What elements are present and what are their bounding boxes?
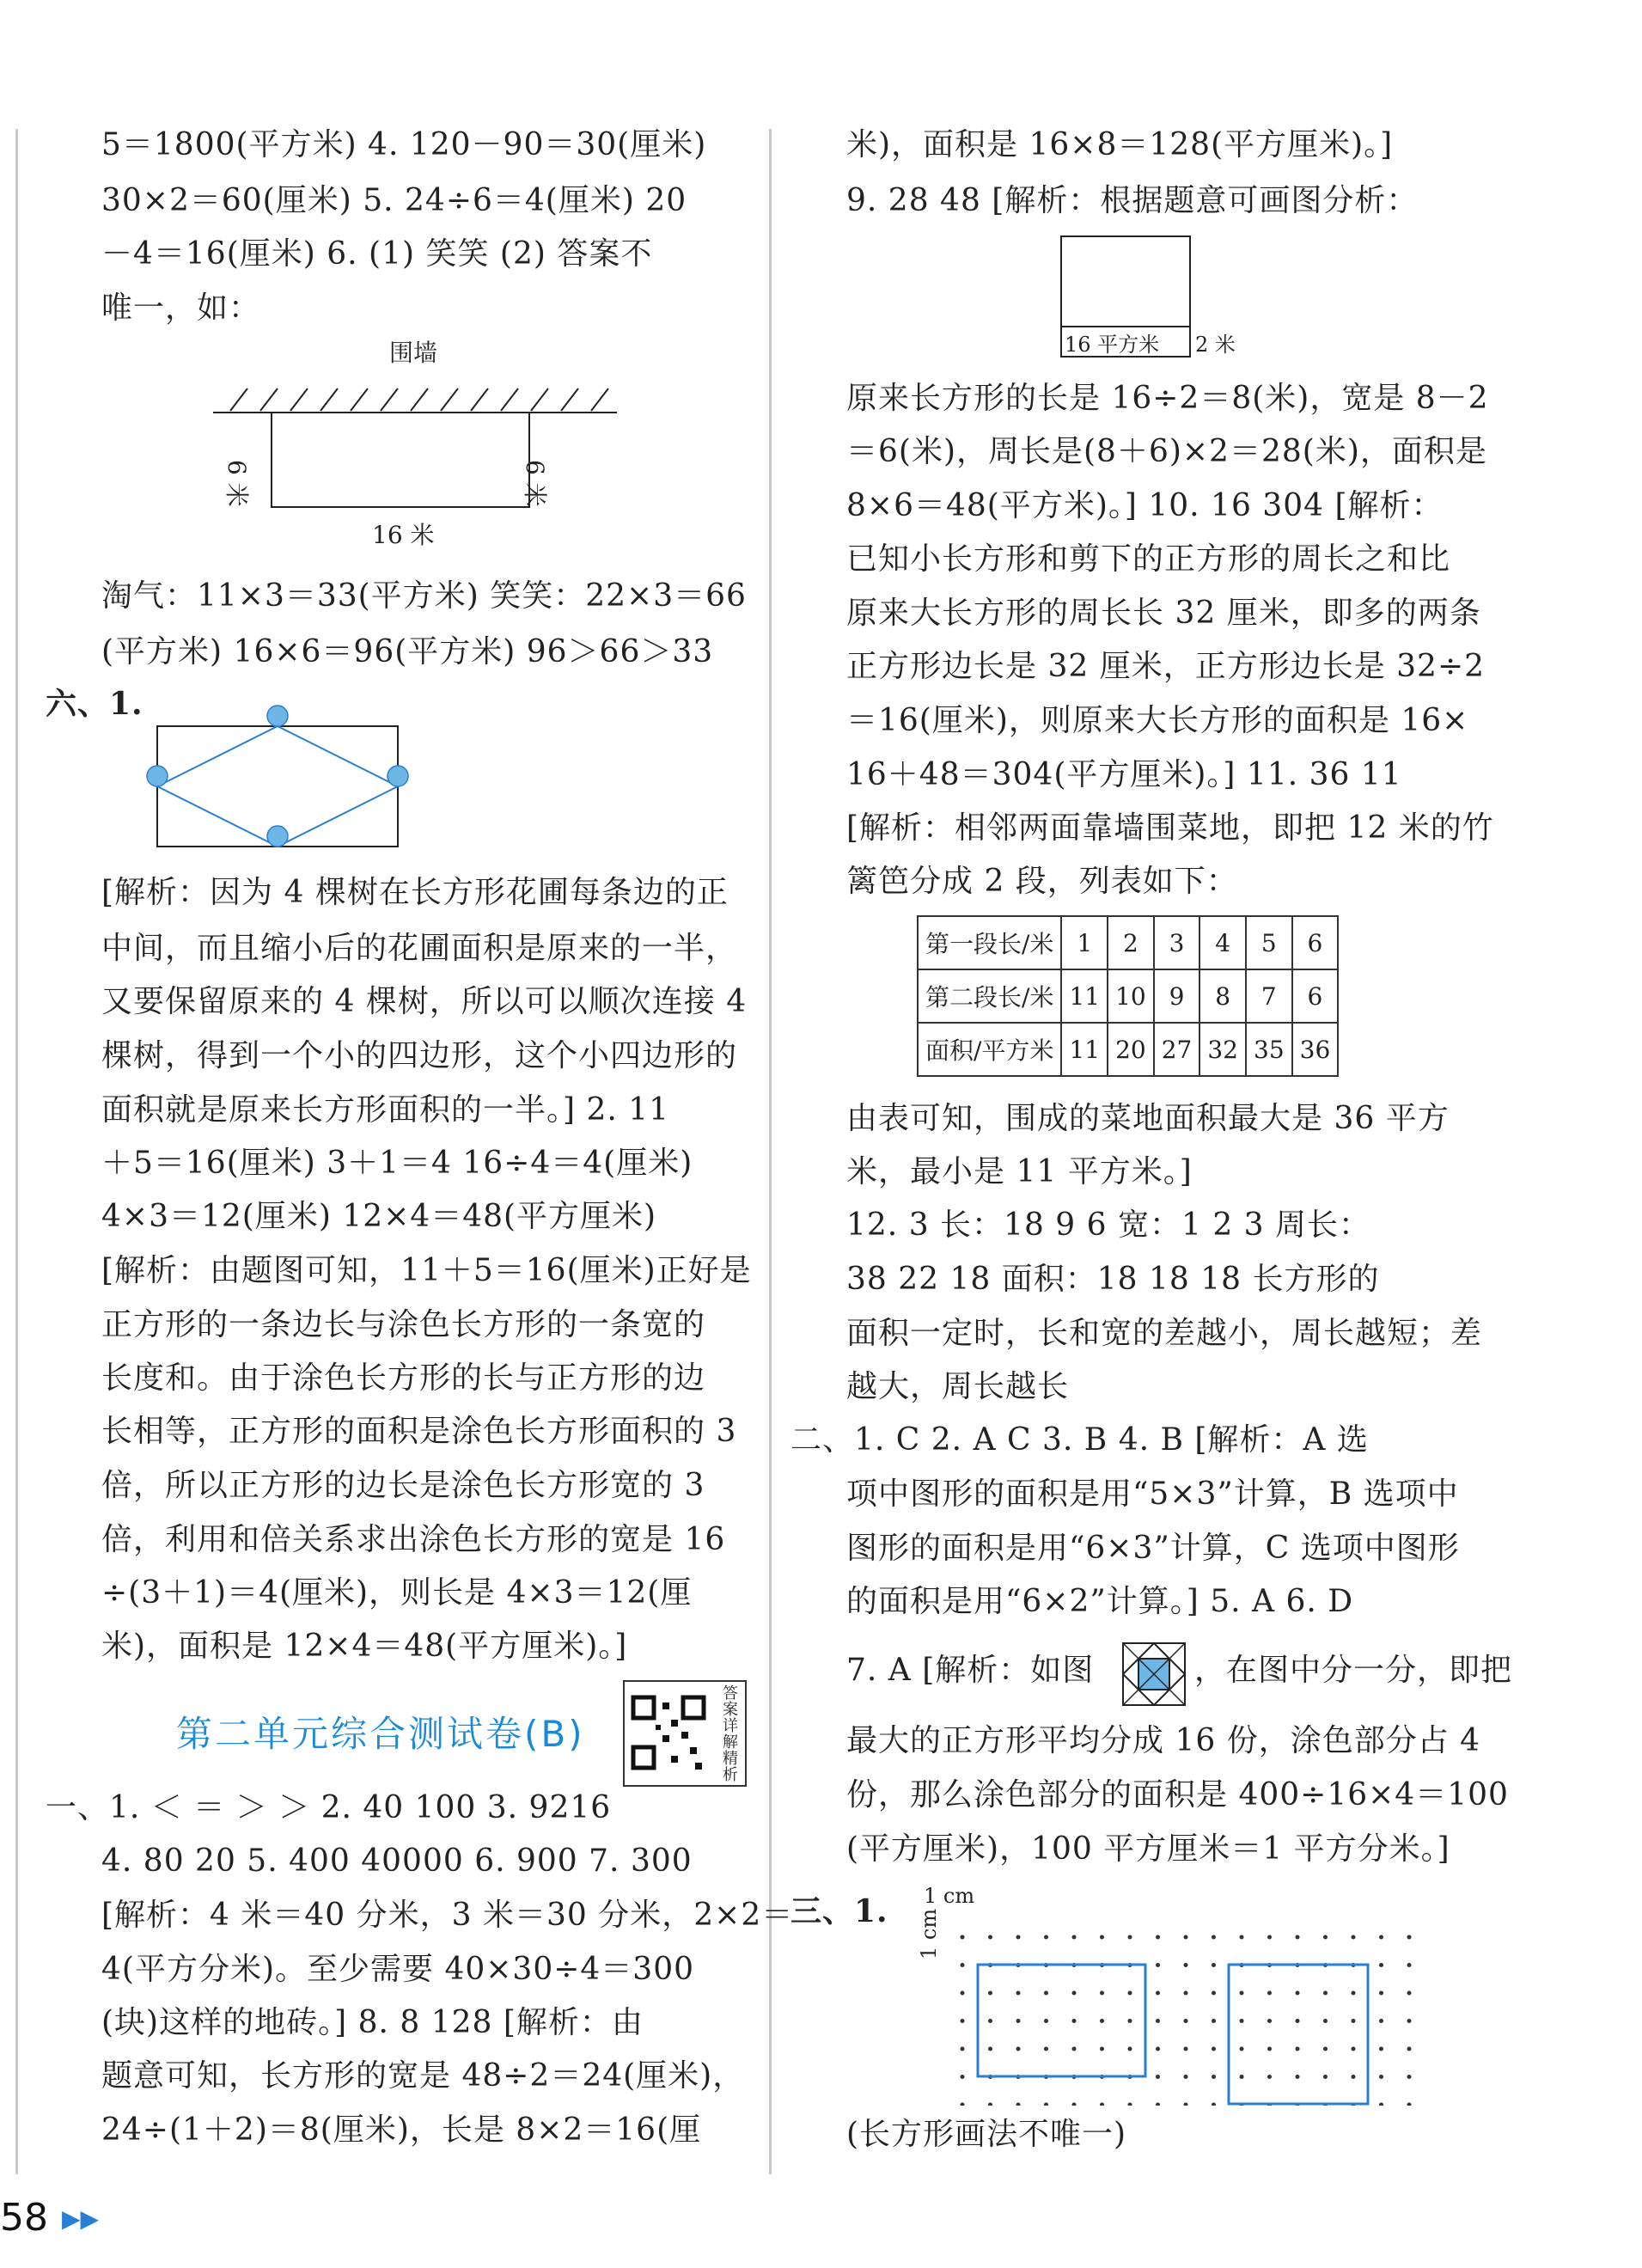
grid-dot bbox=[1240, 2075, 1244, 2079]
grid-dot bbox=[1212, 2047, 1216, 2051]
grid-dot bbox=[1072, 1935, 1077, 1940]
grid-dot bbox=[1296, 2075, 1300, 2079]
text-line: 二、1. C 2. A C 3. B 4. B [解析：A 选 bbox=[790, 1422, 1369, 1458]
text-line: －4＝16(厘米) 6. (1) 笑笑 (2) 答案不 bbox=[101, 236, 653, 272]
grid-dot bbox=[1212, 1935, 1216, 1940]
grid-dot bbox=[1352, 1935, 1356, 1940]
tree-icon bbox=[147, 766, 168, 786]
text-line: 长相等，正方形的面积是涂色长方形面积的 3 bbox=[101, 1414, 737, 1449]
text-line: 4(平方分米)。至少需要 40×30÷4＝300 bbox=[101, 1952, 695, 1987]
text-line: 4×3＝12(厘米) 12×4＝48(平方厘米) bbox=[101, 1199, 657, 1234]
grid-dot bbox=[988, 2047, 992, 2051]
table-cell: 35 bbox=[1246, 1023, 1292, 1076]
grid-dot bbox=[1044, 2047, 1048, 2051]
table-cell: 5 bbox=[1246, 916, 1292, 969]
grid-dot bbox=[1156, 1991, 1160, 1996]
text-line: ，在图中分一分，即把 bbox=[1194, 1653, 1513, 1688]
grid-dot bbox=[1184, 1935, 1188, 1940]
grid-dot bbox=[1379, 2047, 1383, 2051]
text-line: 题意可知，长方形的宽是 48÷2＝24(厘米)， bbox=[101, 2058, 745, 2094]
grid-left-label: 1 cm bbox=[917, 1908, 941, 1959]
text-line: [解析：相邻两面靠墙围菜地，即把 12 米的竹 bbox=[846, 810, 1494, 846]
wall-rectangle-figure bbox=[213, 335, 626, 550]
grid-dot bbox=[1379, 2019, 1383, 2023]
grid-dot bbox=[1267, 1935, 1272, 1940]
grid-dot bbox=[1323, 1935, 1328, 1940]
table-cell: 4 bbox=[1199, 916, 1246, 969]
grid-dot bbox=[1044, 1991, 1048, 1996]
text-line: 中间，而且缩小后的花圃面积是原来的一半， bbox=[101, 931, 738, 966]
grid-dot bbox=[1407, 2047, 1412, 2051]
grid-dot bbox=[961, 1963, 965, 1967]
grid-dot bbox=[961, 1935, 965, 1940]
table-cell: 7 bbox=[1246, 969, 1292, 1023]
text-line: 的面积是用“6×2”计算。] 5. A 6. D bbox=[846, 1584, 1354, 1619]
text-line: 越大，周长越长 bbox=[846, 1369, 1070, 1404]
left-side-label: 6 米 bbox=[223, 460, 251, 507]
grid-dot bbox=[1212, 2103, 1216, 2106]
grid-dot bbox=[1044, 1935, 1048, 1940]
grid-dot bbox=[1016, 1991, 1021, 1996]
grid-dot bbox=[1156, 2103, 1160, 2106]
text-line: 24÷(1＋2)＝8(厘米)，长是 8×2＝16(厘 bbox=[101, 2112, 702, 2148]
table-row bbox=[918, 916, 1338, 969]
grid-dot bbox=[1016, 2019, 1021, 2023]
grid-dot bbox=[1184, 1991, 1188, 1996]
text-line: (平方厘米)，100 平方厘米＝1 平方分米。] bbox=[846, 1831, 1450, 1867]
q9-figure bbox=[1053, 232, 1276, 370]
table-row bbox=[918, 969, 1338, 1023]
grid-dot bbox=[1156, 1963, 1160, 1967]
grid-dot bbox=[1379, 2103, 1383, 2106]
grid-dot bbox=[1240, 2047, 1244, 2051]
left-margin-line bbox=[15, 129, 18, 2174]
grid-dot bbox=[988, 2019, 992, 2023]
text-line: 原来大长方形的周长长 32 厘米，即多的两条 bbox=[846, 596, 1481, 631]
grid-dot bbox=[1240, 1935, 1244, 1940]
grid-dot bbox=[1128, 2047, 1132, 2051]
grid-dot bbox=[1156, 2019, 1160, 2023]
grid-dot bbox=[1212, 1963, 1216, 1967]
grid-dot bbox=[1156, 1935, 1160, 1940]
text-line: 8×6＝48(平方米)。] 10. 16 304 [解析： bbox=[846, 488, 1444, 523]
grid-dot bbox=[1352, 1991, 1356, 1996]
text-line: 面积一定时，长和宽的差越小，周长越短；差 bbox=[846, 1316, 1483, 1351]
grid-dot bbox=[1407, 1963, 1412, 1967]
grid-dot bbox=[1016, 2047, 1021, 2051]
section-title: 第二单元综合测试卷(B) bbox=[176, 1713, 585, 1755]
table-cell: 27 bbox=[1154, 1023, 1200, 1076]
grid-dot bbox=[1379, 1963, 1383, 1967]
grid-dot bbox=[1296, 2047, 1300, 2051]
right-side-label: 6 米 bbox=[521, 460, 549, 507]
grid-dot bbox=[961, 2103, 965, 2106]
grid-dot bbox=[1184, 2103, 1188, 2106]
table-cell: 6 bbox=[1292, 969, 1339, 1023]
text-line: 棵树，得到一个小的四边形，这个小四边形的 bbox=[101, 1038, 738, 1073]
table-cell: 9 bbox=[1154, 969, 1200, 1023]
grid-dot bbox=[1072, 1991, 1077, 1996]
tree-garden-figure bbox=[136, 683, 479, 855]
grid-dot bbox=[1407, 1935, 1412, 1940]
grid-dot bbox=[1184, 2047, 1188, 2051]
text-line: 面积就是原来长方形面积的一半。] 2. 11 bbox=[101, 1092, 670, 1128]
grid-dot bbox=[1100, 1991, 1104, 1996]
text-line: 倍，利用和倍关系求出涂色长方形的宽是 16 bbox=[101, 1522, 726, 1557]
text-line: [解析：4 米＝40 分米，3 米＝30 分米，2×2＝ bbox=[101, 1898, 794, 1933]
table-cell: 11 bbox=[1061, 1023, 1108, 1076]
grid-dot bbox=[961, 2075, 965, 2079]
grid-dot bbox=[1128, 2019, 1132, 2023]
table-cell: 3 bbox=[1154, 916, 1200, 969]
grid-dot bbox=[1212, 2075, 1216, 2079]
grid-dot bbox=[1128, 1935, 1132, 1940]
wall-label: 围墙 bbox=[389, 339, 438, 367]
text-line: 项中图形的面积是用“5×3”计算，B 选项中 bbox=[846, 1476, 1459, 1512]
dot-grid-figure bbox=[906, 1882, 1456, 2106]
table-row bbox=[918, 1023, 1338, 1076]
tree-icon bbox=[267, 826, 288, 847]
grid-dot bbox=[1100, 2019, 1104, 2023]
grid-dot bbox=[1072, 2047, 1077, 2051]
text-line: 正方形的一条边长与涂色长方形的一条宽的 bbox=[101, 1307, 706, 1342]
table-cell: 面积/平方米 bbox=[918, 1023, 1061, 1076]
segment-table bbox=[917, 915, 1339, 1077]
text-line: 16＋48＝304(平方厘米)。] 11. 36 11 bbox=[846, 757, 1402, 792]
text-line: 38 22 18 面积：18 18 18 长方形的 bbox=[846, 1262, 1380, 1297]
grid-dot bbox=[1072, 2103, 1077, 2106]
text-line: 份，那么涂色部分的面积是 400÷16×4＝100 bbox=[846, 1777, 1509, 1813]
text-line: 原来长方形的长是 16÷2＝8(米)，宽是 8－2 bbox=[846, 381, 1489, 416]
grid-dot bbox=[1184, 1963, 1188, 1967]
shaded-square-icon bbox=[1121, 1641, 1187, 1707]
text-line: [解析：由题图可知，11＋5＝16(厘米)正好是 bbox=[101, 1253, 752, 1288]
text-line: 9. 28 48 [解析：根据题意可画图分析： bbox=[846, 183, 1419, 218]
text-line: (块)这样的地砖。] 8. 8 128 [解析：由 bbox=[101, 2005, 644, 2040]
grid-dot bbox=[988, 1991, 992, 1996]
section-label: 六、1. bbox=[46, 686, 143, 722]
grid-dot bbox=[1072, 2019, 1077, 2023]
grid-dot bbox=[1267, 2075, 1272, 2079]
grid-dot bbox=[1128, 2103, 1132, 2106]
grid-dot bbox=[1323, 1991, 1328, 1996]
qr-label: 答案详解精析 bbox=[723, 1684, 738, 1784]
grid-dot bbox=[961, 2019, 965, 2023]
page-number: 58 bbox=[0, 2196, 48, 2240]
arrow-icon: ▶▶ bbox=[62, 2204, 100, 2233]
grid-dot bbox=[988, 1935, 992, 1940]
text-line: 图形的面积是用“6×3”计算，C 选项中图形 bbox=[846, 1531, 1460, 1566]
bottom-label: 16 米 bbox=[372, 521, 435, 549]
text-line: 唯一，如： bbox=[101, 290, 261, 326]
grid-dot bbox=[1016, 1935, 1021, 1940]
grid-dot bbox=[1212, 2019, 1216, 2023]
grid-dot bbox=[1407, 1991, 1412, 1996]
grid-dot bbox=[961, 1991, 965, 1996]
grid-dot bbox=[1407, 2019, 1412, 2023]
grid-dot bbox=[1016, 2103, 1021, 2106]
grid-dot bbox=[1407, 2075, 1412, 2079]
grid-dot bbox=[1240, 2019, 1244, 2023]
text-line: 米，最小是 11 平方米。] bbox=[846, 1154, 1193, 1189]
q9-inner-label: 16 平方米 bbox=[1065, 333, 1160, 357]
grid-dot bbox=[1184, 2019, 1188, 2023]
table-cell: 2 bbox=[1108, 916, 1154, 969]
text-line: (长方形画法不唯一) bbox=[846, 2117, 1127, 2152]
grid-dot bbox=[1240, 1991, 1244, 1996]
text-line: 篱笆分成 2 段，列表如下： bbox=[846, 864, 1238, 899]
text-line: 一、1. ＜ ＝ ＞ ＞ 2. 40 100 3. 9216 bbox=[46, 1790, 612, 1825]
table-cell: 1 bbox=[1061, 916, 1108, 969]
grid-dot bbox=[1184, 2075, 1188, 2079]
text-line: ＋5＝16(厘米) 3＋1＝4 16÷4＝4(厘米) bbox=[101, 1146, 693, 1181]
grid-dot bbox=[1267, 2047, 1272, 2051]
grid-dot bbox=[1044, 2019, 1048, 2023]
section-label: 三、1. bbox=[790, 1893, 888, 1929]
table-cell: 第二段长/米 bbox=[918, 969, 1061, 1023]
table-cell: 11 bbox=[1061, 969, 1108, 1023]
column-divider bbox=[769, 129, 772, 2174]
grid-dot bbox=[1296, 1991, 1300, 1996]
text-line: 淘气：11×3＝33(平方米) 笑笑：22×3＝66 bbox=[101, 578, 747, 614]
grid-dot bbox=[1379, 1935, 1383, 1940]
grid-dot bbox=[1352, 2019, 1356, 2023]
text-line: 正方形边长是 32 厘米，正方形边长是 32÷2 bbox=[846, 649, 1486, 684]
grid-dot bbox=[1323, 2047, 1328, 2051]
text-line: ＝16(厘米)，则原来大长方形的面积是 16× bbox=[846, 703, 1469, 738]
grid-dot bbox=[1379, 1991, 1383, 1996]
grid-dot bbox=[1407, 2103, 1412, 2106]
text-line: 米)，面积是 12×4＝48(平方厘米)。] bbox=[101, 1629, 628, 1664]
grid-dot bbox=[1296, 1935, 1300, 1940]
tree-icon bbox=[267, 706, 288, 726]
grid-top-label: 1 cm bbox=[924, 1884, 975, 1908]
grid-dot bbox=[1296, 2019, 1300, 2023]
grid-dot bbox=[1267, 2019, 1272, 2023]
text-line: 4. 80 20 5. 400 40000 6. 900 7. 300 bbox=[101, 1843, 693, 1879]
table-cell: 10 bbox=[1108, 969, 1154, 1023]
grid-dot bbox=[1100, 2047, 1104, 2051]
grid-dot bbox=[1323, 2075, 1328, 2079]
grid-dot bbox=[1267, 1991, 1272, 1996]
table-cell: 20 bbox=[1108, 1023, 1154, 1076]
grid-dot bbox=[1100, 1935, 1104, 1940]
table-cell: 32 bbox=[1199, 1023, 1246, 1076]
grid-dot bbox=[1128, 1991, 1132, 1996]
text-line: (平方米) 16×6＝96(平方米) 96＞66＞33 bbox=[101, 634, 714, 669]
grid-dot bbox=[1156, 2047, 1160, 2051]
text-line: 30×2＝60(厘米) 5. 24÷6＝4(厘米) 20 bbox=[101, 183, 687, 218]
table-cell: 第一段长/米 bbox=[918, 916, 1061, 969]
grid-dot bbox=[1352, 2075, 1356, 2079]
table-cell: 8 bbox=[1199, 969, 1246, 1023]
q9-side-label: 2 米 bbox=[1195, 333, 1236, 357]
text-line: 又要保留原来的 4 棵树，所以可以顺次连接 4 bbox=[101, 984, 748, 1019]
grid-dot bbox=[1100, 2103, 1104, 2106]
qr-icon bbox=[630, 1694, 707, 1771]
text-line: 12. 3 长：18 9 6 宽：1 2 3 周长： bbox=[846, 1207, 1371, 1243]
grid-dot bbox=[1379, 2075, 1383, 2079]
table-cell: 6 bbox=[1292, 916, 1339, 969]
table-cell: 36 bbox=[1292, 1023, 1339, 1076]
text-line: 米)，面积是 16×8＝128(平方厘米)。] bbox=[846, 127, 1394, 162]
tree-icon bbox=[388, 766, 408, 786]
grid-dot bbox=[1352, 2047, 1356, 2051]
text-line: 倍，所以正方形的边长是涂色长方形宽的 3 bbox=[101, 1468, 705, 1503]
grid-dot bbox=[961, 2047, 965, 2051]
grid-dot bbox=[988, 2103, 992, 2106]
text-line: 7. A [解析：如图 bbox=[846, 1653, 1095, 1688]
text-line: 已知小长方形和剪下的正方形的周长之和比 bbox=[846, 541, 1451, 577]
text-line: [解析：因为 4 棵树在长方形花圃每条边的正 bbox=[101, 875, 729, 910]
qr-code[interactable] bbox=[623, 1680, 747, 1787]
text-line: 由表可知，围成的菜地面积最大是 36 平方 bbox=[846, 1101, 1450, 1136]
text-line: 长度和。由于涂色长方形的长与正方形的边 bbox=[101, 1360, 706, 1396]
text-line: ＝6(米)，周长是(8＋6)×2＝28(米)，面积是 bbox=[846, 434, 1487, 469]
grid-dot bbox=[1156, 2075, 1160, 2079]
text-line: ÷(3＋1)＝4(厘米)，则长是 4×3＝12(厘 bbox=[101, 1575, 693, 1611]
grid-dot bbox=[1212, 1991, 1216, 1996]
text-line: 5＝1800(平方米) 4. 120－90＝30(厘米) bbox=[101, 127, 707, 162]
text-line: 最大的正方形平均分成 16 份，涂色部分占 4 bbox=[846, 1723, 1481, 1758]
grid-dot bbox=[1323, 2019, 1328, 2023]
grid-dot bbox=[1044, 2103, 1048, 2106]
